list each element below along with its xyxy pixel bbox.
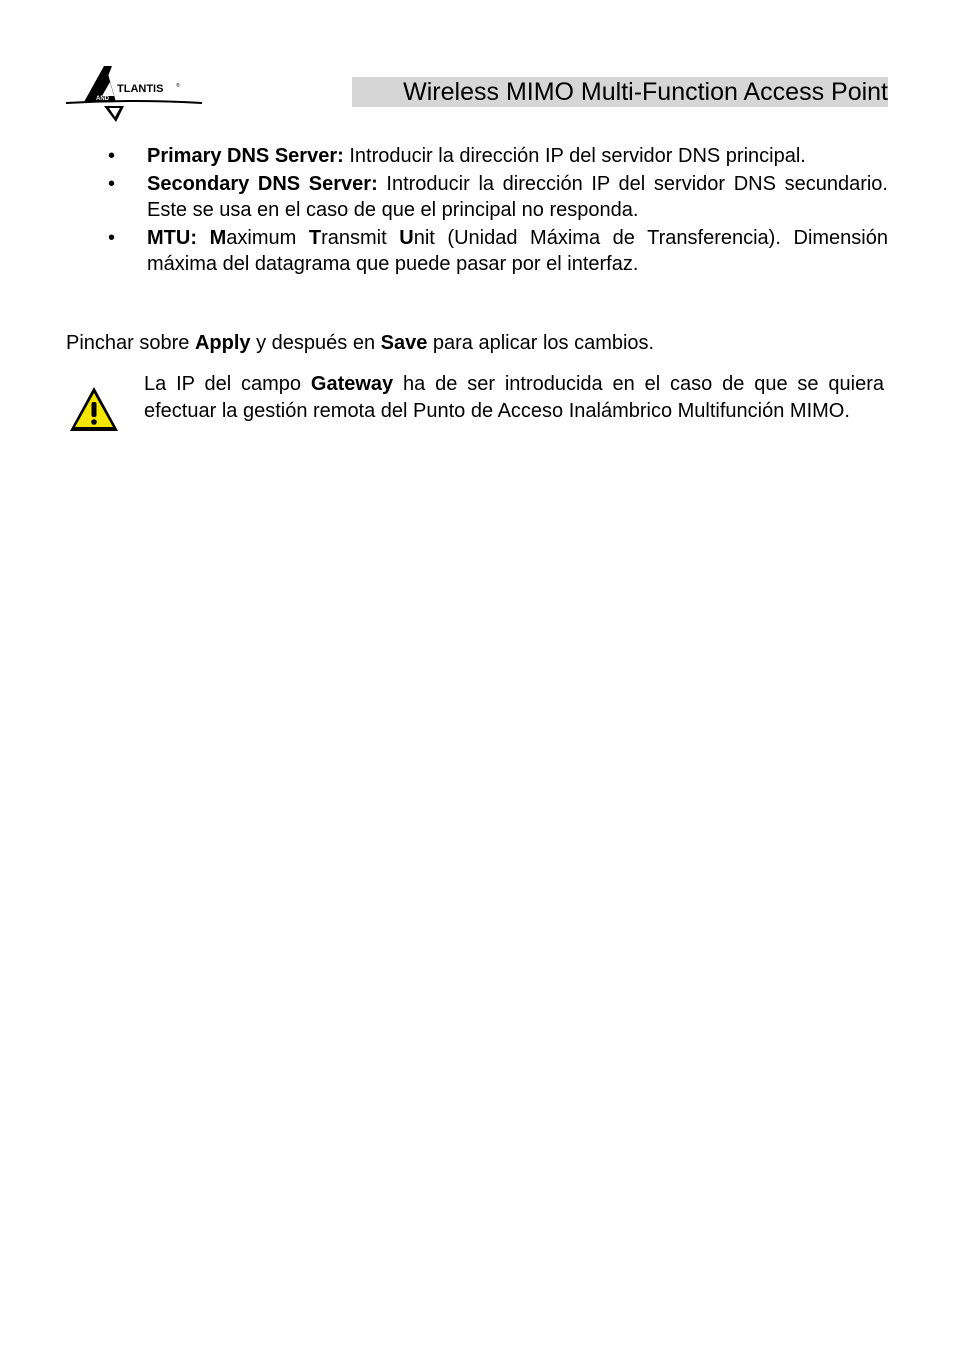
term-primary-dns: Primary DNS Server: <box>147 145 344 167</box>
svg-text:®: ® <box>176 83 180 89</box>
term-secondary-dns: Secondary DNS Server: <box>147 172 378 195</box>
desc-secondary-dns: Introducir la dirección IP del servidor DNS secundario. Este se usa en el caso de que el principal no responda. <box>147 172 888 221</box>
warning-text-before: La IP del campo <box>144 373 311 395</box>
desc-primary-dns: Introducir la dirección IP del servidor DNS principal. <box>343 145 806 167</box>
warning-text-after: ha de ser introducida en el caso de que se quiera efectuar la gestión remota del Punto de Acceso Inalámbrico Multifunción MIMO. <box>144 373 884 422</box>
list-item-primary-dns <box>108 143 888 170</box>
warning-icon <box>68 385 120 433</box>
apply-keyword: Apply <box>194 332 251 354</box>
bullet-dot-icon: • <box>108 172 116 195</box>
warning-note <box>144 371 884 424</box>
mtu-u: U <box>399 226 414 249</box>
list-item-secondary-dns <box>108 171 888 224</box>
atlantis-logo <box>64 62 204 126</box>
apply-text-middle: y después en <box>250 332 381 354</box>
bullet-dot-icon: • <box>108 226 116 249</box>
atlantis-logo-graphic <box>64 62 204 126</box>
bullet-dot-icon: • <box>108 145 116 167</box>
save-keyword: Save <box>380 332 428 354</box>
gateway-keyword: Gateway <box>310 373 394 395</box>
term-mtu: MTU: <box>147 226 210 249</box>
mtu-m-rest: aximum <box>226 226 309 249</box>
mtu-u-rest: nit (Unidad Máxima de Transferencia). Dimensión máxima del datagrama que puede pasar por el interfaz. <box>147 226 888 275</box>
apply-text-after: para aplicar los cambios. <box>427 332 655 354</box>
apply-save-paragraph <box>66 330 888 356</box>
mtu-t: T <box>308 226 322 249</box>
apply-text-before: Pinchar sobre <box>66 332 195 354</box>
settings-bullet-list <box>108 143 888 279</box>
logo-text: TLANTIS <box>117 83 164 95</box>
svg-text:AND: AND <box>96 96 109 102</box>
list-item-mtu <box>108 225 888 278</box>
mtu-t-rest: ransmit <box>321 226 400 249</box>
mtu-m: M <box>209 226 227 249</box>
page-header-title: Wireless MIMO Multi-Function Access Point <box>352 77 888 107</box>
